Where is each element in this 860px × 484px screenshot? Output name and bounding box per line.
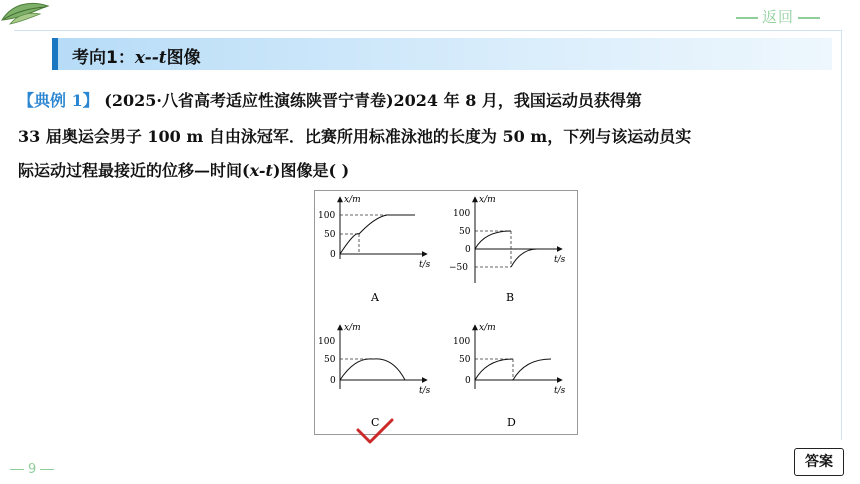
page-number-text: 9 (28, 462, 37, 477)
frame-top-line (14, 30, 842, 31)
page-number (6, 462, 58, 477)
panel-c (318, 323, 431, 429)
example-label: 【典例 1】 (18, 91, 99, 110)
panel-c-curve (340, 359, 405, 380)
section-title-bar (52, 38, 832, 70)
back-dash-left (736, 17, 758, 19)
panel-a-tick-50: 50 (324, 230, 336, 240)
panel-b (449, 195, 566, 304)
panel-c-y-label: x/m (344, 323, 361, 333)
panel-b-tick-50: 50 (459, 227, 471, 237)
back-dash-right (798, 17, 820, 19)
panel-a-tick-100: 100 (318, 211, 336, 221)
panel-b-curve-2 (511, 249, 537, 267)
page-dash-right (40, 469, 54, 470)
back-link[interactable] (732, 6, 824, 27)
panel-c-tick-50: 50 (324, 355, 336, 365)
panel-a-caption: A (371, 291, 379, 304)
leaf-decoration-icon (0, 0, 52, 26)
panel-a-curve (340, 215, 415, 254)
panel-d-curve-2 (513, 359, 551, 380)
panel-c-tick-100: 100 (318, 337, 336, 347)
question-line-2: 33 届奥运会男子 100 m 自由泳冠军．比赛所用标准泳池的长度为 50 m，下列与该运动员实 (18, 127, 692, 146)
panel-c-x-label: t/s (419, 386, 431, 396)
panel-d-tick-0: 0 (465, 376, 471, 386)
title-italic: x--t (134, 48, 167, 68)
question-line-3-italic: x-t (249, 161, 273, 180)
graph-figure (314, 190, 578, 435)
question-line-3 (18, 158, 838, 184)
panel-d-tick-100: 100 (453, 337, 471, 347)
page-dash-left (10, 469, 24, 470)
panel-b-tick-0: 0 (465, 245, 471, 255)
question-line-1 (18, 88, 838, 114)
panel-c-caption: C (371, 416, 380, 429)
panel-a-tick-0: 0 (330, 250, 336, 260)
back-label: 返回 (761, 8, 794, 26)
panel-b-tick-100: 100 (453, 209, 471, 219)
panel-a (318, 195, 431, 304)
section-title (72, 43, 201, 68)
answer-button[interactable]: 答案 (794, 448, 844, 476)
frame-right-line (841, 30, 842, 440)
title-prefix: 考向1： (72, 48, 135, 68)
graph-figure-svg (315, 191, 577, 434)
question-line-3b: )图像是( ) (272, 161, 350, 180)
panel-d-x-label: t/s (554, 386, 566, 396)
panel-c-tick-0: 0 (330, 376, 336, 386)
title-suffix: 图像 (166, 48, 201, 68)
question-line-3a: 际运动过程最接近的位移—时间( (18, 161, 250, 180)
panel-a-y-label: x/m (344, 195, 361, 205)
panel-b-caption: B (506, 291, 515, 304)
panel-d-y-label: x/m (479, 323, 496, 333)
panel-b-tick-minus50: −50 (449, 263, 468, 273)
answer-checkmark-icon (356, 418, 394, 446)
panel-d (453, 323, 566, 429)
panel-d-curve-1 (475, 359, 513, 380)
panel-b-x-label: t/s (554, 255, 566, 265)
panel-b-y-label: x/m (479, 195, 496, 205)
question-line-1-text: (2025·八省高考适应性演练陕晋宁青卷)2024 年 8 月，我国运动员获得第 (98, 91, 642, 110)
panel-a-x-label: t/s (419, 260, 431, 270)
panel-b-curve-1 (475, 231, 511, 249)
panel-d-tick-50: 50 (459, 355, 471, 365)
panel-d-caption: D (507, 416, 516, 429)
